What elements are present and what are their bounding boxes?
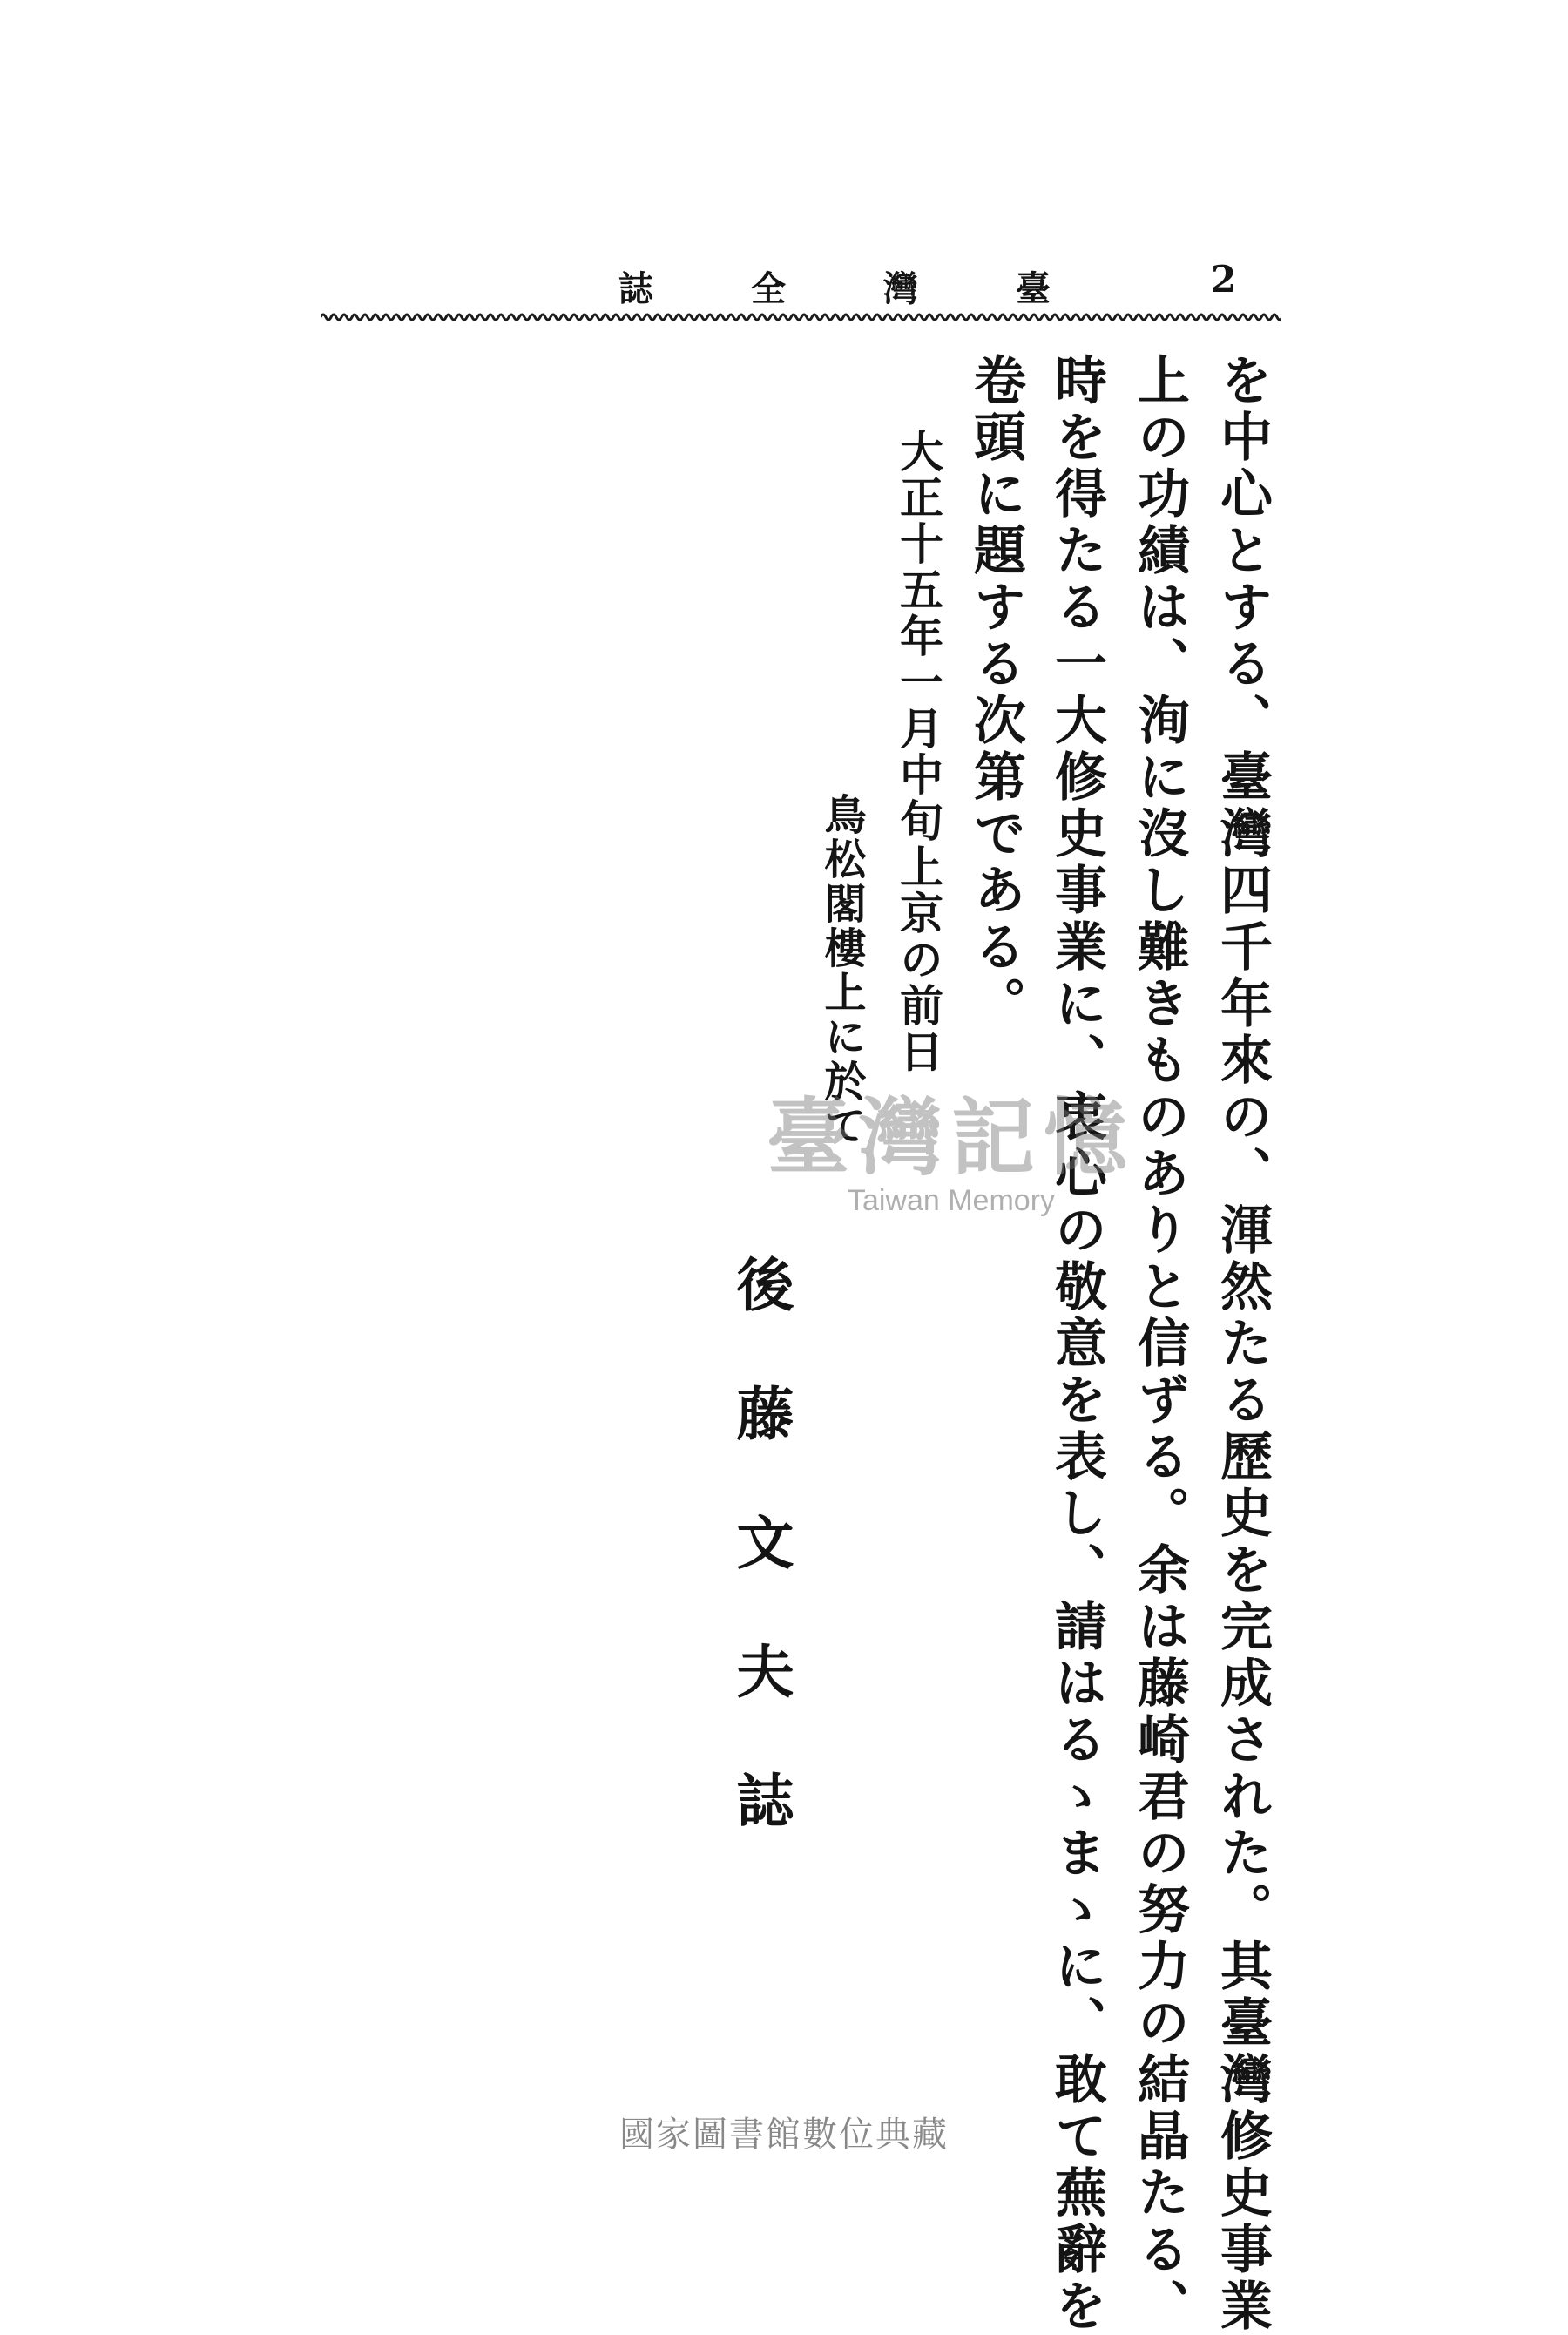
taiwan-memory-watermark: [767, 1072, 1136, 1218]
date-line: 大正十五年一月中旬上京の前日: [893, 429, 944, 1075]
header-wavy-rule: [321, 310, 1281, 324]
body-column-3: 時を得たる一大修史事業に、衷心の敬意を表し、請はるゝまゝに、敢て蕪辭を: [1046, 353, 1107, 2335]
body-column-2: 上の功績は、洵に沒し難きものありと信ずる。余は藤崎君の努力の結晶たる、: [1129, 353, 1190, 2335]
body-column-4: 卷頭に題する次第である。: [965, 353, 1026, 1032]
running-header-title: 誌全灣臺: [618, 268, 1148, 309]
author-signature: 後藤文夫誌: [727, 1255, 794, 1899]
page-number: 2: [1211, 258, 1237, 301]
body-column-1: を中心とする、臺灣四千年來の、渾然たる歷史を完成された。其臺灣修史事業: [1212, 353, 1273, 2335]
watermark-cjk-text: 臺灣記憶: [767, 1088, 1136, 1187]
library-footer-stamp: 國家圖書館數位典藏: [619, 2115, 949, 2155]
watermark-english-text: Taiwan Memory: [847, 1184, 1056, 1217]
place-line: 鳥松閣樓上に於て: [817, 793, 866, 1148]
